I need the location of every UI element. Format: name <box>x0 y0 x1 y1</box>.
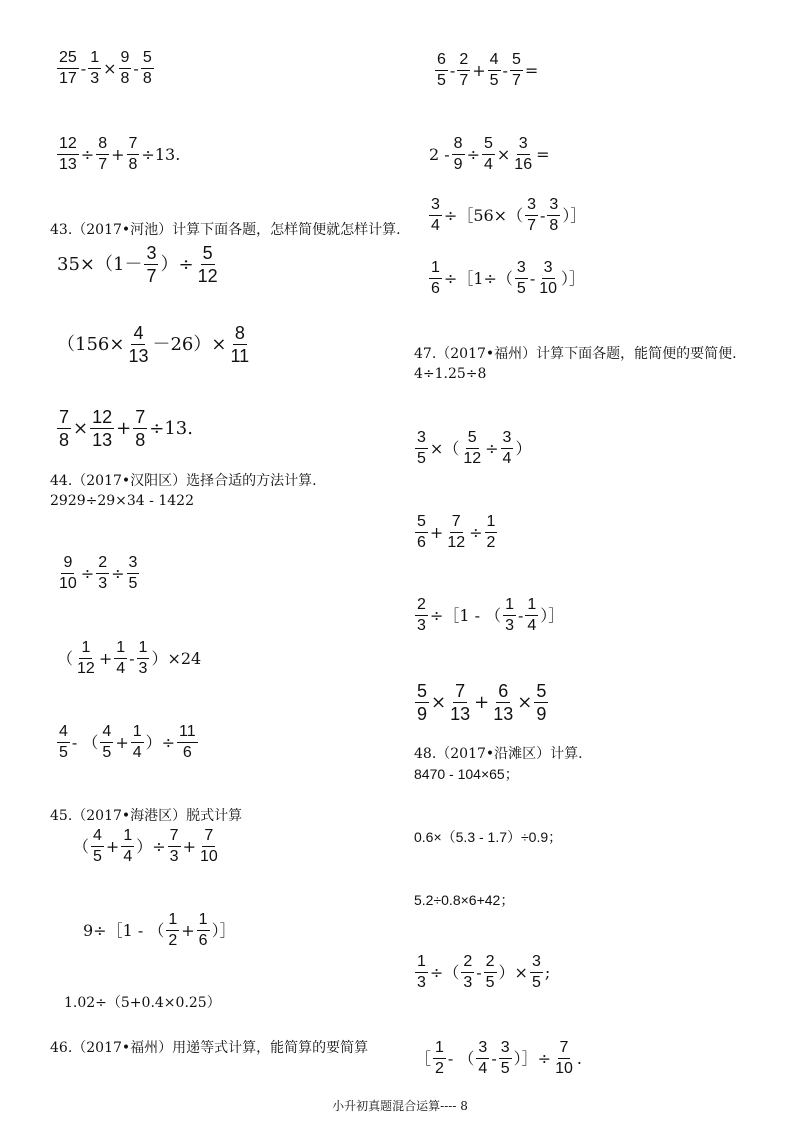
operator-text: ÷ <box>469 522 483 542</box>
denominator: 13 <box>493 704 514 724</box>
operator-text: × <box>517 691 533 713</box>
expression-e3 <box>56 244 221 285</box>
denominator: 5 <box>437 72 446 89</box>
denominator: 5 <box>128 575 138 592</box>
operator-text: - <box>502 60 508 80</box>
expression-e5 <box>56 408 194 449</box>
numerator: 5 <box>202 243 213 263</box>
denominator: 5 <box>485 974 495 991</box>
question-48-heading: 48.（2017•沿滩区）计算. <box>414 746 583 762</box>
expression-r3 <box>428 197 587 234</box>
operator-text: ）］ <box>540 605 565 625</box>
expression-r5: 4÷1.25÷8 <box>414 366 487 382</box>
numerator: 7 <box>558 1040 571 1059</box>
denominator: 10 <box>59 575 77 592</box>
denominator: 10 <box>555 1060 573 1077</box>
expression-r10: 8470 - 104×65； <box>414 766 519 782</box>
operator-text: + <box>98 648 113 668</box>
denominator: 2 <box>486 534 496 551</box>
operator-text: × <box>431 691 447 713</box>
fraction <box>168 828 181 865</box>
denominator: 12 <box>447 534 466 551</box>
denominator: 3 <box>463 974 473 991</box>
fraction <box>485 514 498 551</box>
operator-text: + <box>115 732 129 752</box>
fraction <box>525 597 538 634</box>
operator-text: ）］ <box>562 205 587 225</box>
operator-text: ; <box>544 962 551 982</box>
numerator: 7 <box>135 407 146 427</box>
numerator: 7 <box>168 828 181 847</box>
fraction <box>121 828 134 865</box>
operator-text: × <box>496 144 511 164</box>
fraction <box>127 555 140 592</box>
fraction <box>530 954 543 991</box>
fraction <box>177 724 198 761</box>
denominator: 8 <box>120 70 130 87</box>
denominator: 6 <box>431 280 440 297</box>
denominator: 12 <box>77 660 95 677</box>
denominator: 4 <box>478 1060 488 1077</box>
fraction <box>198 828 220 865</box>
operator-text: ÷［56×（ <box>443 205 524 225</box>
question-43-heading: 43.（2017•河池）计算下面各题，怎样简便就怎样计算. <box>50 222 401 238</box>
numerator: 3 <box>146 243 157 263</box>
operator-text: + <box>182 836 196 856</box>
fraction <box>435 52 448 89</box>
operator-text: ÷［1÷（ <box>443 268 513 288</box>
numerator: 2 <box>457 52 470 71</box>
numerator: 7 <box>202 828 215 847</box>
operator-text: ）］÷ <box>513 1048 552 1068</box>
fraction <box>75 640 97 677</box>
numerator: 3 <box>547 197 560 216</box>
operator-text: - <box>133 58 139 78</box>
expression-44a: 2929÷29×34 - 1422 <box>50 493 194 509</box>
operator-text: - <box>129 648 135 668</box>
operator-text: 9÷［1 - （ <box>83 920 165 940</box>
denominator: 4 <box>502 450 512 467</box>
numerator: 1 <box>137 640 150 659</box>
expression-r1 <box>434 52 539 89</box>
operator-text: （ <box>73 836 90 856</box>
denominator: 5 <box>500 1060 510 1077</box>
fraction <box>126 324 150 365</box>
page-footer: 小升初真题混合运算---- 8 <box>332 1099 468 1113</box>
fraction <box>137 640 150 677</box>
fraction <box>512 136 534 173</box>
fraction <box>88 50 101 87</box>
numerator: 8 <box>96 136 109 155</box>
numerator: 1 <box>121 828 134 847</box>
denominator: 6 <box>417 534 426 551</box>
operator-text: = <box>536 144 550 164</box>
fraction <box>547 197 560 234</box>
numerator: 4 <box>100 724 113 743</box>
fraction <box>510 52 523 89</box>
numerator: 12 <box>92 407 113 427</box>
expression-e9 <box>72 828 221 865</box>
numerator: 4 <box>57 724 70 743</box>
denominator: 17 <box>59 70 77 87</box>
numerator: 3 <box>517 136 530 155</box>
numerator: 1 <box>197 912 210 931</box>
numerator: 1 <box>114 640 127 659</box>
numerator: 3 <box>127 555 140 574</box>
expression-r4 <box>428 260 586 297</box>
numerator: 2 <box>96 555 109 574</box>
numerator: 5 <box>417 681 428 701</box>
numerator: 5 <box>415 514 428 533</box>
denominator: 3 <box>138 660 148 677</box>
numerator: 2 <box>415 597 428 616</box>
operator-text: ×（ <box>429 438 460 458</box>
numerator: 3 <box>515 260 528 279</box>
numerator: 4 <box>488 52 501 71</box>
operator-text: ÷13. <box>149 417 193 439</box>
numerator: 8 <box>452 136 465 155</box>
denominator: 7 <box>511 72 521 89</box>
fraction <box>476 1040 489 1077</box>
operator-text: ）÷ <box>145 732 176 752</box>
operator-text: ）］ <box>211 920 236 940</box>
fraction <box>537 260 559 297</box>
denominator: 5 <box>531 974 541 991</box>
fraction <box>515 260 528 297</box>
numerator: 3 <box>499 1040 512 1059</box>
expression-r8 <box>414 597 565 634</box>
fraction <box>96 136 109 173</box>
numerator: 4 <box>91 828 104 847</box>
numerator: 5 <box>466 430 479 449</box>
operator-text: ÷ <box>80 144 95 164</box>
operator-text: + <box>105 836 120 856</box>
numerator: 5 <box>536 681 547 701</box>
fraction <box>415 682 429 723</box>
denominator: 8 <box>135 430 146 450</box>
denominator: 4 <box>483 156 493 173</box>
denominator: 8 <box>549 217 559 234</box>
expression-r12: 5.2÷0.8×6+42； <box>414 892 515 908</box>
fraction <box>90 408 114 449</box>
operator-text: ÷ <box>485 438 499 458</box>
fraction <box>452 136 465 173</box>
numerator: 1 <box>415 954 428 973</box>
numerator: 6 <box>498 681 509 701</box>
operator-text: - <box>476 962 482 982</box>
denominator: 7 <box>146 266 157 286</box>
fraction <box>448 682 472 723</box>
fraction <box>131 724 144 761</box>
numerator: 12 <box>57 136 79 155</box>
operator-text: ［ <box>415 1048 432 1068</box>
fraction <box>491 682 515 723</box>
numerator: 6 <box>435 52 448 71</box>
denominator: 13 <box>92 430 113 450</box>
fraction <box>501 430 514 467</box>
expression-e4 <box>56 324 252 365</box>
operator-text: + <box>474 691 490 713</box>
operator-text: - <box>517 605 524 625</box>
numerator: 7 <box>59 407 70 427</box>
numerator: 1 <box>166 912 179 931</box>
operator-text: ）× <box>498 962 528 982</box>
fraction <box>166 912 179 949</box>
operator-text: + <box>181 920 195 940</box>
denominator: 5 <box>102 744 112 761</box>
fraction <box>482 136 495 173</box>
numerator: 11 <box>177 724 198 743</box>
numerator: 8 <box>234 323 245 343</box>
fraction <box>96 555 109 592</box>
denominator: 12 <box>197 266 218 286</box>
fraction <box>553 1040 575 1077</box>
operator-text: - <box>529 268 536 288</box>
question-46-heading: 46.（2017•福州）用递等式计算，能简算的要简算 <box>50 1040 369 1056</box>
fraction <box>488 52 501 89</box>
denominator: 6 <box>182 744 192 761</box>
denominator: 3 <box>417 617 426 634</box>
expression-r14 <box>414 1040 583 1077</box>
question-47-heading: 47.（2017•福州）计算下面各题，能简便的要简便. <box>414 346 737 362</box>
operator-text: × <box>73 417 89 439</box>
denominator: 16 <box>514 156 533 173</box>
expression-r2 <box>428 136 551 173</box>
operator-text: ）］ <box>561 268 586 288</box>
denominator: 12 <box>463 450 482 467</box>
numerator: 1 <box>525 597 538 616</box>
denominator: 2 <box>435 1060 444 1077</box>
fraction <box>484 954 497 991</box>
operator-text: = <box>524 60 539 80</box>
denominator: 3 <box>98 575 108 592</box>
numerator: 3 <box>530 954 543 973</box>
operator-text: - <box>80 58 87 78</box>
numerator: 9 <box>119 50 132 69</box>
operator-text: 2 - <box>429 144 450 164</box>
expression-e11: 1.02÷（5+0.4×0.25） <box>64 995 221 1011</box>
operator-text: + <box>472 60 486 80</box>
operator-text: ÷ <box>466 144 480 164</box>
numerator: 3 <box>501 430 514 449</box>
expression-r7 <box>414 514 498 551</box>
expression-e7 <box>56 640 202 677</box>
numerator: 5 <box>510 52 523 71</box>
denominator: 13 <box>128 346 149 366</box>
denominator: 5 <box>489 72 499 89</box>
fraction <box>461 954 474 991</box>
expression-r11: 0.6×（5.3 - 1.7）÷0.9； <box>414 829 563 845</box>
operator-text: ÷13. <box>141 144 181 164</box>
fraction <box>457 52 470 89</box>
expression-e6 <box>56 555 140 592</box>
operator-text: ÷［1 - （ <box>429 605 502 625</box>
fraction <box>141 50 154 87</box>
denominator: 8 <box>59 430 70 450</box>
numerator: 5 <box>482 136 495 155</box>
denominator: 4 <box>123 848 133 865</box>
denominator: 13 <box>59 156 77 173</box>
numerator: 2 <box>484 954 497 973</box>
numerator: 1 <box>485 514 498 533</box>
denominator: 10 <box>199 848 218 865</box>
fraction <box>429 197 442 234</box>
operator-text: －26）× <box>152 333 227 355</box>
denominator: 3 <box>169 848 179 865</box>
denominator: 4 <box>527 617 537 634</box>
numerator: 7 <box>450 514 463 533</box>
numerator: 25 <box>57 50 79 69</box>
operator-text: - <box>449 60 456 80</box>
fraction <box>196 244 220 285</box>
expression-r6 <box>414 430 532 467</box>
fraction <box>114 640 127 677</box>
numerator: 7 <box>455 681 466 701</box>
fraction <box>91 828 104 865</box>
numerator: 3 <box>476 1040 489 1059</box>
operator-text: ÷ <box>111 563 125 583</box>
denominator: 7 <box>459 72 469 89</box>
denominator: 8 <box>142 70 152 87</box>
operator-text: . <box>576 1048 582 1068</box>
denominator: 11 <box>230 346 250 366</box>
operator-text: + <box>111 144 125 164</box>
fraction <box>429 260 442 297</box>
fraction <box>415 954 428 991</box>
operator-text: ）×24 <box>151 648 202 668</box>
numerator: 9 <box>61 555 74 574</box>
operator-text: ÷（ <box>429 962 460 982</box>
denominator: 9 <box>453 156 463 173</box>
fraction <box>433 1040 446 1077</box>
denominator: 10 <box>539 280 558 297</box>
fraction <box>57 136 79 173</box>
operator-text: × <box>103 58 117 78</box>
operator-text: + <box>116 417 132 439</box>
fraction <box>503 597 516 634</box>
numerator: 1 <box>433 1040 446 1059</box>
denominator: 9 <box>417 704 428 724</box>
denominator: 4 <box>116 660 126 677</box>
numerator: 3 <box>542 260 555 279</box>
fraction <box>197 912 210 949</box>
numerator: 5 <box>141 50 154 69</box>
fraction <box>499 1040 512 1077</box>
operator-text: （156× <box>57 333 125 355</box>
expression-e2 <box>56 136 181 173</box>
fraction <box>57 408 71 449</box>
denominator: 6 <box>198 932 208 949</box>
numerator: 7 <box>127 136 140 155</box>
expression-r9 <box>414 682 549 723</box>
numerator: 4 <box>133 323 144 343</box>
fraction <box>445 514 467 551</box>
denominator: 7 <box>527 217 536 234</box>
denominator: 4 <box>132 744 142 761</box>
denominator: 2 <box>168 932 178 949</box>
denominator: 9 <box>536 704 547 724</box>
operator-text: - （ <box>447 1048 475 1068</box>
fraction <box>461 430 483 467</box>
question-44-heading: 44.（2017•汉阳区）选择合适的方法计算. <box>50 473 317 489</box>
numerator: 3 <box>415 430 428 449</box>
numerator: 2 <box>461 954 474 973</box>
denominator: 5 <box>417 450 426 467</box>
denominator: 8 <box>128 156 138 173</box>
numerator: 3 <box>525 197 538 216</box>
fraction <box>534 682 548 723</box>
operator-text: - <box>491 1048 497 1068</box>
operator-text: （ <box>57 648 74 668</box>
operator-text: ÷ <box>80 563 95 583</box>
fraction <box>100 724 113 761</box>
operator-text: + <box>429 522 444 542</box>
fraction <box>415 597 428 634</box>
numerator: 3 <box>429 197 442 216</box>
fraction <box>133 408 147 449</box>
numerator: 1 <box>88 50 101 69</box>
denominator: 5 <box>93 848 102 865</box>
fraction <box>57 555 79 592</box>
operator-text: 35×（1－ <box>57 253 143 275</box>
numerator: 1 <box>131 724 144 743</box>
denominator: 5 <box>516 280 526 297</box>
fraction <box>127 136 140 173</box>
operator-text: ） <box>515 438 532 458</box>
denominator: 3 <box>505 617 514 634</box>
expression-r13 <box>414 954 551 991</box>
fraction <box>525 197 538 234</box>
numerator: 1 <box>503 597 516 616</box>
fraction <box>415 430 428 467</box>
denominator: 7 <box>98 156 108 173</box>
fraction <box>57 50 79 87</box>
operator-text: ）÷ <box>136 836 166 856</box>
expression-e8 <box>56 724 199 761</box>
fraction <box>57 724 70 761</box>
operator-text: - <box>540 205 546 225</box>
operator-text: ）÷ <box>160 253 194 275</box>
fraction <box>228 324 251 365</box>
numerator: 1 <box>429 260 442 279</box>
fraction <box>415 514 428 551</box>
denominator: 13 <box>450 704 471 724</box>
numerator: 1 <box>79 640 92 659</box>
operator-text: - （ <box>71 732 99 752</box>
fraction <box>144 244 158 285</box>
denominator: 4 <box>431 217 440 234</box>
expression-e1 <box>56 50 155 87</box>
fraction <box>119 50 132 87</box>
denominator: 3 <box>417 974 426 991</box>
expression-e10 <box>82 912 237 949</box>
question-45-heading: 45.（2017•海港区）脱式计算 <box>50 808 243 824</box>
denominator: 3 <box>90 70 100 87</box>
denominator: 5 <box>59 744 68 761</box>
